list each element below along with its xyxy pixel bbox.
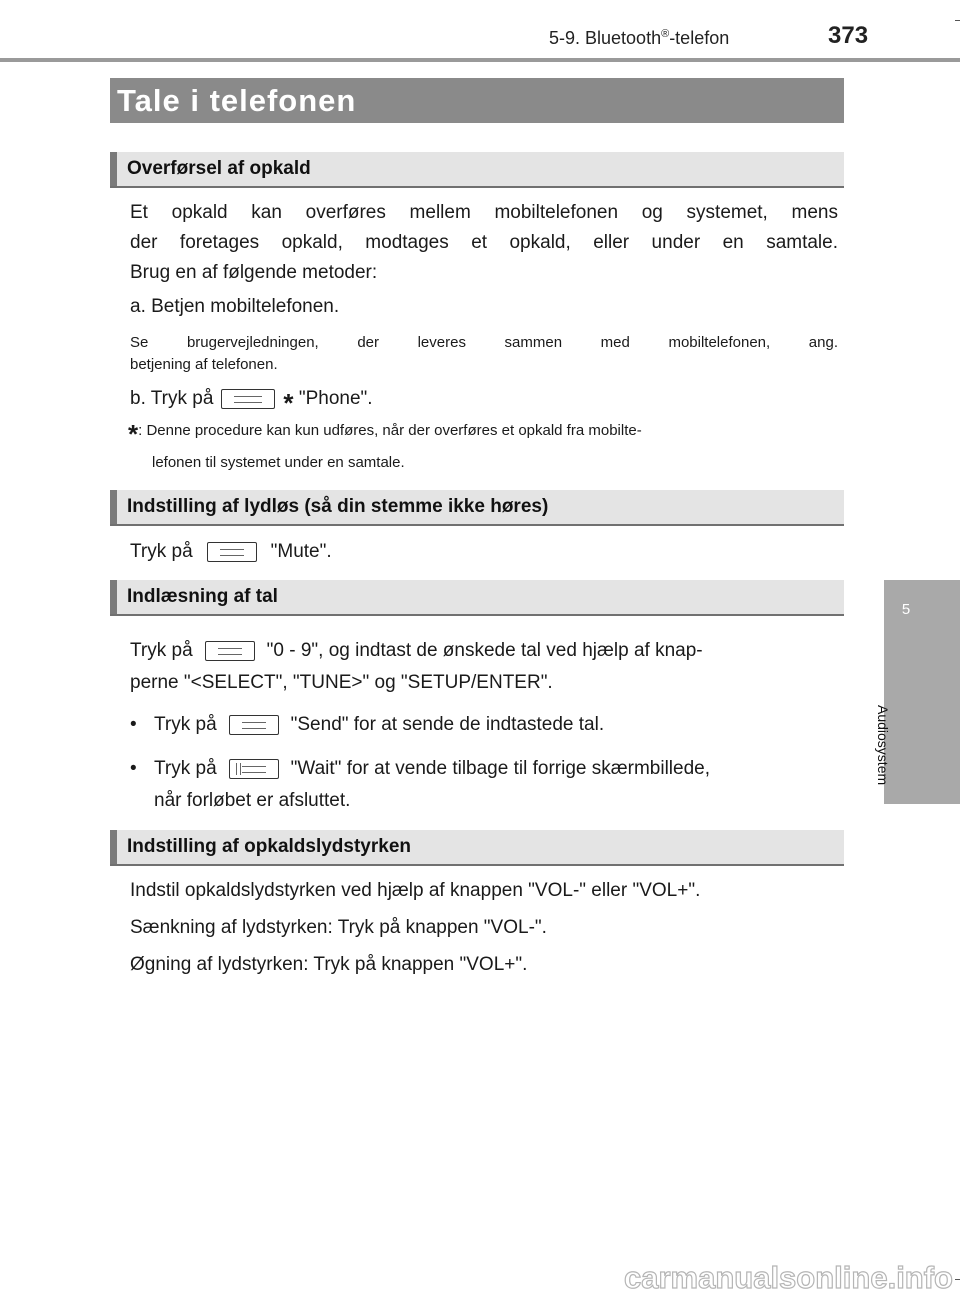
footnote-asterisk: * xyxy=(128,419,139,449)
footnote-line: : Denne procedure kan kun udføres, når der overføres et opkald fra mobilte- xyxy=(138,422,642,439)
page-title: Tale i telefonen xyxy=(117,83,357,118)
section-heading-text: Overførsel af opkald xyxy=(127,158,311,179)
paragraph-line: der foretages opkald, modtages et opkald, eller under en samtale. xyxy=(130,232,838,253)
chapter-number: 5 xyxy=(901,601,911,618)
chapter-label: Audiosystem xyxy=(875,705,891,786)
section-heading-transfer xyxy=(110,152,844,188)
bullet-text: Tryk på xyxy=(154,714,217,735)
item-b-suffix: "Phone". xyxy=(298,388,373,409)
section-accent xyxy=(110,490,117,524)
instruction-text: Tryk på xyxy=(130,541,193,562)
section-heading-text: Indstilling af opkaldslydstyrken xyxy=(127,836,412,857)
note-line: Se brugervejledningen, der leveres sammen med mobiltelefonen, ang. xyxy=(130,334,838,351)
digits-line-2: perne "<SELECT", "TUNE>" og "SETUP/ENTER". xyxy=(130,672,553,693)
section-accent xyxy=(110,830,117,864)
mute-button-icon xyxy=(207,542,257,562)
bullet-glyph: • xyxy=(130,714,137,735)
header-section-suffix: -telefon xyxy=(669,28,730,48)
digits-line-1 xyxy=(130,636,838,666)
section-heading-text: Indstilling af lydløs (så din stemme ikke høres) xyxy=(127,496,549,517)
header-section-text: 5-9. Bluetooth xyxy=(549,28,662,48)
section-heading-volume xyxy=(110,830,844,866)
paragraph-line: Brug en af følgende metoder: xyxy=(130,262,378,283)
header-rule xyxy=(0,58,960,62)
instruction-suffix: "0 - 9", og indtast de ønskede tal ved hjælp af knap- xyxy=(266,640,703,661)
item-b-text: b. Tryk på xyxy=(130,388,214,409)
bullet-item-wait xyxy=(130,754,838,784)
section-heading-text: Indlæsning af tal xyxy=(127,586,278,607)
phone-menu-button-icon xyxy=(221,389,275,409)
bullet-suffix: "Wait" for at vende tilbage til forrige skærmbillede, xyxy=(290,758,710,779)
list-item-b xyxy=(130,384,373,418)
wait-button-icon xyxy=(229,759,279,779)
bullet-text: Tryk på xyxy=(154,758,217,779)
keypad-button-icon xyxy=(205,641,255,661)
instruction-text: Tryk på xyxy=(130,640,193,661)
asterisk-mark: * xyxy=(283,388,294,418)
bullet-continuation: når forløbet er afsluttet. xyxy=(154,790,351,811)
volume-line-3: Øgning af lydstyrken: Tryk på knappen "VOL+". xyxy=(130,954,528,975)
registered-mark: ® xyxy=(661,28,670,40)
list-item-a: a. Betjen mobiltelefonen. xyxy=(130,296,340,317)
section-heading-digits xyxy=(110,580,844,616)
section-heading-mute xyxy=(110,490,844,526)
page-number: 373 xyxy=(828,22,869,49)
send-button-icon xyxy=(229,715,279,735)
section-accent xyxy=(110,580,117,614)
volume-line-2: Sænkning af lydstyrken: Tryk på knappen "VOL-". xyxy=(130,917,547,938)
footnote xyxy=(128,419,840,449)
crop-mark xyxy=(955,20,960,21)
note-line: betjening af telefonen. xyxy=(130,356,278,373)
footnote-line: lefonen til systemet under en samtale. xyxy=(152,454,405,471)
instruction-suffix: "Mute". xyxy=(270,541,332,562)
running-header-section xyxy=(549,28,729,49)
paragraph-line: Et opkald kan overføres mellem mobiltelefonen og systemet, mens xyxy=(130,202,838,223)
bullet-item-send xyxy=(130,710,604,740)
bullet-suffix: "Send" for at sende de indtastede tal. xyxy=(290,714,605,735)
watermark-text: carmanualsonline.info xyxy=(623,1260,953,1295)
bullet-glyph: • xyxy=(130,758,137,779)
volume-line-1: Indstil opkaldslydstyrken ved hjælp af knappen "VOL-" eller "VOL+". xyxy=(130,880,701,901)
watermark xyxy=(540,1252,960,1298)
section-accent xyxy=(110,152,117,186)
mute-instruction xyxy=(130,537,332,567)
